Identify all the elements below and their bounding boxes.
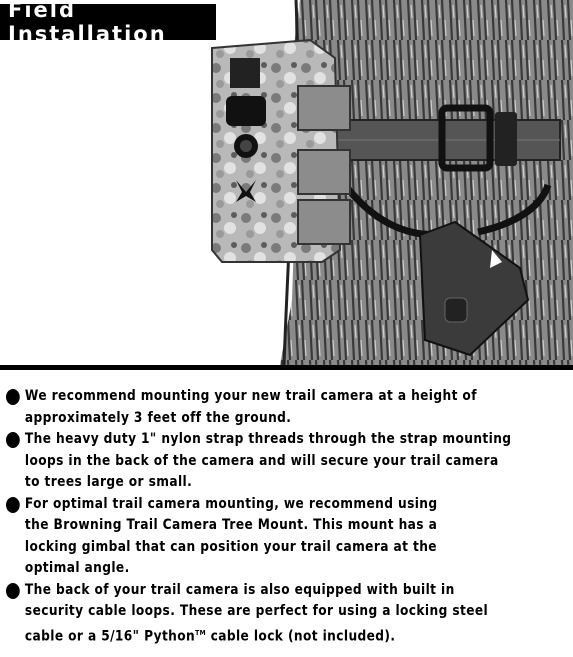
- bullet-line: to trees large or small.: [24, 474, 193, 490]
- section-title: Field Installation: [0, 4, 216, 40]
- trademark-symbol: TM: [195, 628, 206, 637]
- bullet-text-part: cable or a 5/16" Python: [24, 628, 196, 645]
- bullet-item: [6, 580, 493, 648]
- bullet-text-part: cable lock (not included).: [210, 628, 396, 645]
- divider-rule: [0, 365, 573, 370]
- bullet-dot-icon: [6, 583, 20, 599]
- bullet-line-with-trademark: [25, 623, 493, 648]
- bullet-line: the Browning Trail Camera Tree Mount. This mount has a: [24, 517, 438, 533]
- bullet-list: [6, 386, 572, 648]
- bullet-line: The back of your trail camera is also equipped with built in: [24, 581, 455, 598]
- bullet-dot-icon: [6, 497, 20, 513]
- bullet-line: optimal angle.: [24, 560, 130, 576]
- bullet-line: loops in the back of the camera and will secure your trail camera: [24, 452, 499, 469]
- bullet-item: [6, 494, 493, 580]
- bullet-line: approximately 3 feet off the ground.: [24, 409, 292, 426]
- bullet-line: The heavy duty 1" nylon strap threads through the strap mounting: [24, 431, 512, 447]
- bullet-dot-icon: [6, 389, 20, 405]
- bullet-item: [6, 429, 512, 494]
- bullet-line: locking gimbal that can position your trail camera at the: [24, 538, 437, 555]
- bullet-item: [6, 386, 493, 429]
- bullet-line: security cable loops. These are perfect for using a locking steel: [24, 603, 489, 619]
- bullet-line: For optimal trail camera mounting, we recommend using: [24, 495, 438, 512]
- bullet-line: We recommend mounting your new trail camera at a height of: [24, 388, 477, 404]
- bullet-dot-icon: [6, 432, 20, 448]
